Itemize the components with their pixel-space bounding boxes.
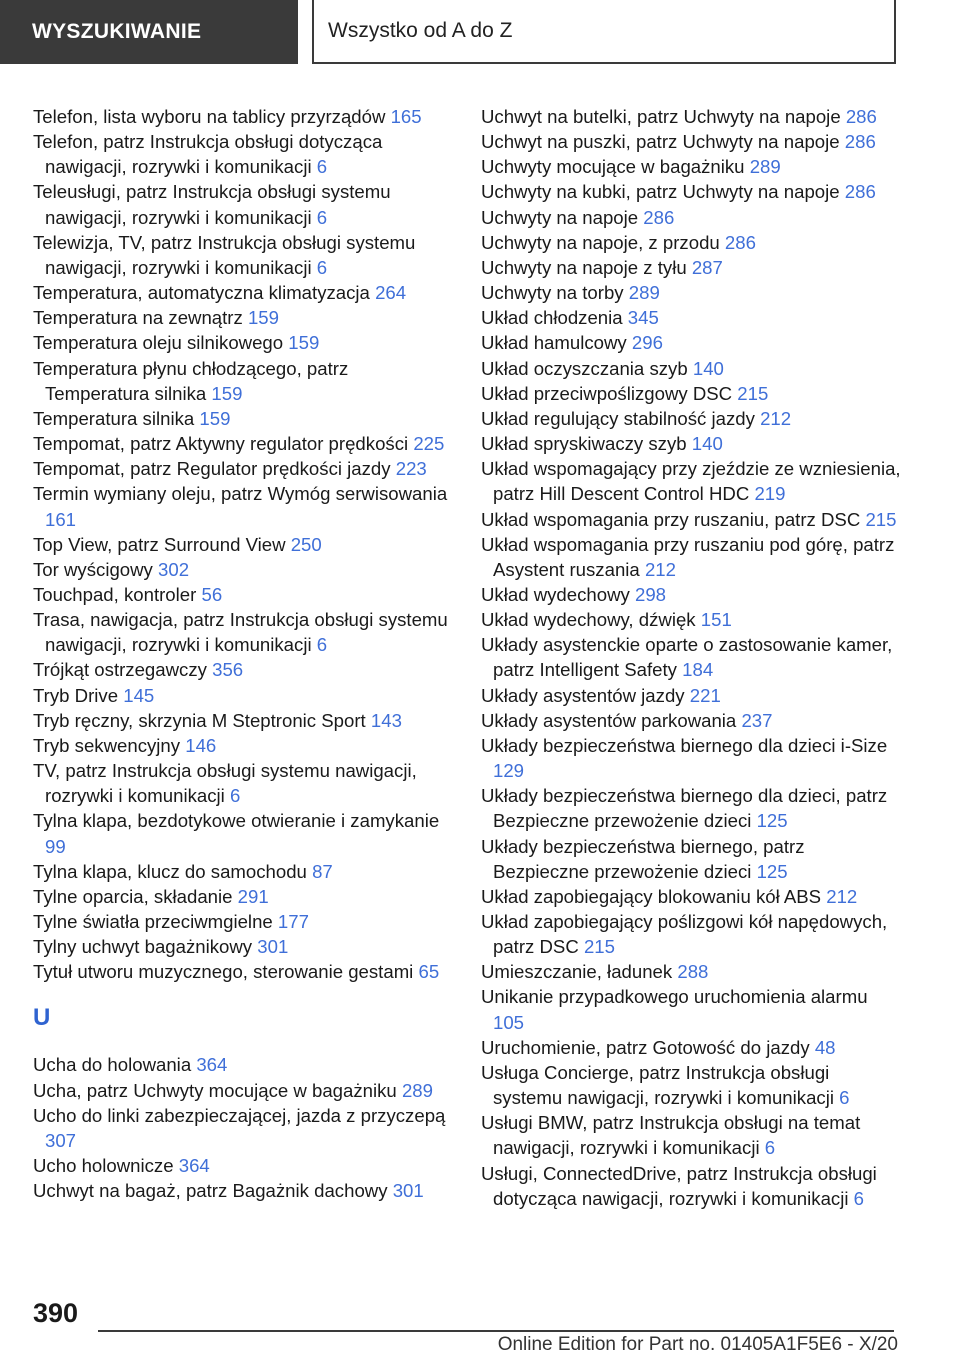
index-entry-page-link[interactable]: 165 [390, 106, 422, 127]
index-entry [33, 1052, 451, 1077]
index-entry-text: Tryb Drive [33, 684, 119, 706]
index-entry-text: Układ wspomagający przy zjeździe ze wzniesienia, patrz Hill Descent Control HDC [481, 458, 901, 505]
index-entry [481, 456, 901, 506]
index-entry-page-link[interactable]: 48 [814, 1036, 836, 1058]
index-entry-text: Ucha do holowania [33, 1054, 192, 1076]
index-column-left [33, 104, 451, 1203]
index-entry [481, 683, 901, 708]
index-entry-text: Uchwyt na bagaż, patrz Bagażnik dachowy [33, 1180, 388, 1202]
index-entry-text: Temperatura płynu chłodzącego, patrz Temperatura silnika [33, 357, 349, 404]
index-entry [33, 1103, 451, 1153]
index-entry-text: Temperatura silnika [33, 407, 195, 429]
index-entry-text: Tylne oparcia, składanie [33, 885, 233, 907]
index-entry-page-link[interactable]: 289 [401, 1079, 433, 1101]
index-entry-page-link[interactable]: 223 [395, 458, 427, 480]
index-entry [33, 808, 451, 858]
index-entry [481, 1110, 901, 1160]
index-entry-text: Tylne światła przeciwmgielne [33, 911, 273, 932]
index-entry-page-link[interactable]: 129 [493, 760, 525, 782]
index-entry [33, 683, 451, 708]
index-entry [481, 984, 901, 1034]
index-entry-page-link[interactable]: 6 [764, 1137, 776, 1159]
index-entry-page-link[interactable]: 356 [212, 659, 244, 681]
index-entry-text: Uchwyty na napoje [481, 206, 639, 228]
index-entry-text: Teleusługi, patrz Instrukcja obsługi systemu nawigacji, rozrywki i komunikacji [33, 181, 391, 228]
index-entry-page-link[interactable]: 184 [682, 659, 714, 681]
footer-divider [98, 1330, 894, 1332]
index-entry [481, 356, 901, 381]
index-entry [33, 708, 451, 733]
index-entry-text: Układy asystentów jazdy [481, 684, 685, 706]
index-entry-page-link[interactable]: 6 [316, 156, 328, 178]
index-entry-page-link[interactable]: 212 [826, 885, 858, 907]
index-entry [481, 607, 901, 632]
index-entry-text: Uchwyt na puszki, patrz Uchwyty na napoje [481, 131, 840, 153]
chapter-title[interactable]: Wszystko od A do Z [312, 0, 896, 64]
index-entry-page-link[interactable]: 56 [201, 583, 223, 605]
index-entry-page-link[interactable]: 307 [45, 1129, 77, 1151]
index-entry-page-link[interactable]: 140 [691, 433, 723, 455]
index-entry-page-link[interactable]: 143 [370, 709, 402, 731]
index-entry-text: Układ wydechowy [481, 583, 630, 605]
index-entry-text: Tytuł utworu muzycznego, sterowanie gestami [33, 961, 414, 983]
index-entry [33, 733, 451, 758]
index-entry [33, 356, 451, 406]
index-entry-text: Układy bezpieczeństwa biernego dla dzieci, patrz Bezpieczne przewożenie dzieci [481, 785, 888, 832]
index-entry [481, 205, 901, 230]
index-entry-page-link[interactable]: 250 [290, 533, 322, 555]
index-entry [33, 607, 451, 657]
index-entry-text: Ucho holownicze [33, 1155, 174, 1177]
index-entry-text: Uchwyt na butelki, patrz Uchwyty na napoje [481, 106, 841, 127]
index-entry-page-link[interactable]: 99 [45, 835, 66, 857]
index-entry-page-link[interactable]: 291 [237, 885, 269, 907]
index-entry [481, 154, 901, 179]
page-number: 390 [33, 1298, 79, 1328]
index-entry-page-link[interactable]: 159 [211, 382, 243, 404]
index-entry-text: Umieszczanie, ładunek [481, 961, 673, 983]
index-entry-page-link[interactable]: 215 [737, 382, 769, 404]
index-entry-page-link[interactable]: 177 [277, 911, 309, 932]
index-entry-text: Układ wspomagania przy ruszaniu pod górę, patrz Asystent ruszania [481, 533, 895, 580]
index-entry-text: Tylny uchwyt bagażnikowy [33, 936, 253, 958]
index-entry-text: Telewizja, TV, patrz Instrukcja obsługi systemu nawigacji, rozrywki i komunikacji [33, 231, 416, 278]
index-entry-text: Telefon, patrz Instrukcja obsługi dotycząca nawigacji, rozrywki i komunikacji [33, 131, 383, 178]
index-entry-page-link[interactable]: 212 [760, 407, 792, 429]
index-entry-text: Układy bezpieczeństwa biernego dla dzieci i-Size [481, 734, 888, 756]
index-entry-text: Unikanie przypadkowego uruchomienia alarmu [481, 986, 868, 1008]
index-entry [33, 280, 451, 305]
index-entry-text: Uchwyty na kubki, patrz Uchwyty na napoje [481, 181, 840, 203]
index-entry [481, 1161, 901, 1211]
index-entry-page-link[interactable]: 159 [199, 407, 231, 429]
index-entry-page-link[interactable]: 286 [844, 131, 876, 153]
index-entry [33, 431, 451, 456]
index-entry-page-link[interactable]: 145 [123, 684, 155, 706]
index-entry-text: Uchwyty na torby [481, 282, 624, 304]
index-entry-page-link[interactable]: 298 [635, 583, 667, 605]
index-entry [481, 305, 901, 330]
index-entry [33, 1178, 451, 1203]
index-entry-page-link[interactable]: 6 [839, 1087, 850, 1109]
index-entry [33, 1078, 451, 1103]
index-entry-text: Ucho do linki zabezpieczającej, jazda z przyczepą [33, 1104, 446, 1126]
index-entry [33, 959, 451, 984]
index-entry-page-link[interactable]: 161 [45, 508, 77, 530]
index-entry-page-link[interactable]: 288 [677, 961, 709, 983]
index-entry [481, 330, 901, 355]
index-entry [481, 783, 901, 833]
index-column-right [481, 104, 901, 1211]
index-entry-text: Temperatura oleju silnikowego [33, 332, 284, 354]
index-entry-page-link[interactable]: 225 [413, 433, 445, 455]
index-entry-text: Uchwyty na napoje z tyłu [481, 256, 687, 278]
index-entry [481, 959, 901, 984]
index-entry-page-link[interactable]: 6 [229, 785, 241, 807]
index-entry [481, 834, 901, 884]
footer-edition: Online Edition for Part no. 01405A1F5E6 - X/20 [497, 1334, 898, 1355]
index-entry [33, 909, 451, 934]
index-entry-text: Usługi BMW, patrz Instrukcja obsługi na temat nawigacji, rozrywki i komunikacji [481, 1112, 861, 1159]
index-entry-text: Tylna klapa, bezdotykowe otwieranie i zamykanie [33, 810, 440, 832]
index-entry [481, 1060, 901, 1110]
index-entry-page-link[interactable]: 301 [257, 936, 289, 958]
index-entry [481, 255, 901, 280]
index-entry-page-link[interactable]: 6 [316, 206, 328, 228]
index-entry-page-link[interactable]: 219 [754, 483, 786, 505]
index-entry-text: Układ przeciwpoślizgowy DSC [481, 382, 733, 404]
index-entry-page-link[interactable]: 65 [418, 961, 440, 983]
index-entry-page-link[interactable]: 146 [185, 734, 217, 756]
index-entry-text: Układ wspomagania przy ruszaniu, patrz DSC [481, 508, 861, 530]
index-entry [33, 305, 451, 330]
index-entry [481, 708, 901, 733]
index-entry [33, 884, 451, 909]
index-group-t [33, 104, 451, 984]
index-entry-page-link[interactable]: 212 [644, 558, 676, 580]
index-entry [33, 1153, 451, 1178]
index-entry-text: Tylna klapa, klucz do samochodu [33, 860, 307, 882]
index-entry [33, 657, 451, 682]
index-entry [33, 456, 451, 481]
index-entry-text: Trasa, nawigacja, patrz Instrukcja obsługi systemu nawigacji, rozrywki i komunikacji [33, 609, 448, 656]
index-entry [481, 909, 901, 959]
index-entry-text: Tempomat, patrz Regulator prędkości jazdy [33, 458, 391, 480]
index-entry [481, 532, 901, 582]
index-entry-text: TV, patrz Instrukcja obsługi systemu nawigacji, rozrywki i komunikacji [33, 760, 417, 807]
index-entry [33, 557, 451, 582]
index-entry-text: Uchwyty mocujące w bagażniku [481, 156, 745, 178]
index-entry-text: Układ zapobiegający poślizgowi kół napędowych, patrz DSC [481, 911, 888, 958]
index-entry-text: Uruchomienie, patrz Gotowość do jazdy [481, 1036, 810, 1058]
index-entry-text: Uchwyty na napoje, z przodu [481, 231, 720, 253]
index-entry [33, 104, 451, 129]
index-entry [481, 230, 901, 255]
index-entry-page-link[interactable]: 140 [692, 357, 724, 379]
index-entry-text: Touchpad, kontroler [33, 583, 197, 605]
index-entry-text: Termin wymiany oleju, patrz Wymóg serwisowania [33, 483, 448, 505]
index-entry [481, 632, 901, 682]
index-entry-text: Telefon, lista wyboru na tablicy przyrządów [33, 106, 386, 127]
index-entry-text: Układ chłodzenia [481, 307, 623, 329]
index-entry-page-link[interactable]: 125 [756, 810, 788, 832]
index-entry-page-link[interactable]: 125 [756, 860, 788, 882]
index-entry-page-link[interactable]: 237 [741, 709, 773, 731]
index-entry-text: Tryb sekwencyjny [33, 734, 181, 756]
index-entry [481, 507, 901, 532]
index-entry-text: Usługi, ConnectedDrive, patrz Instrukcja obsługi dotycząca nawigacji, rozrywki i komunikacji [481, 1162, 877, 1209]
index-group-u [33, 1052, 451, 1203]
index-entry-page-link[interactable]: 159 [288, 332, 320, 354]
index-entry-text: Układ zapobiegający blokowaniu kół ABS [481, 885, 822, 907]
index-entry-page-link[interactable]: 264 [375, 282, 407, 304]
index-entry-page-link[interactable]: 221 [689, 684, 721, 706]
index-entry-page-link[interactable]: 296 [631, 332, 663, 354]
index-entry [481, 280, 901, 305]
index-entry-text: Temperatura na zewnątrz [33, 307, 243, 329]
index-entry [481, 129, 901, 154]
index-entry-text: Układy bezpieczeństwa biernego, patrz Bezpieczne przewożenie dzieci [481, 835, 805, 882]
index-entry-text: Układ oczyszczania szyb [481, 357, 688, 379]
index-entry [33, 934, 451, 959]
index-entry [481, 884, 901, 909]
index-entry-text: Układ regulujący stabilność jazdy [481, 407, 755, 429]
index-group-u-continued [481, 104, 901, 1211]
index-entry-page-link[interactable]: 6 [316, 256, 328, 278]
index-entry-text: Układ hamulcowy [481, 332, 627, 354]
index-entry-page-link[interactable]: 301 [392, 1180, 424, 1202]
index-entry-page-link[interactable]: 151 [700, 609, 732, 631]
index-entry [33, 179, 451, 229]
index-entry-page-link[interactable]: 6 [316, 634, 328, 656]
index-entry-page-link[interactable]: 302 [158, 558, 190, 580]
index-entry [481, 179, 901, 204]
index-entry-page-link[interactable]: 286 [643, 206, 675, 228]
index-entry [33, 859, 451, 884]
index-entry-page-link[interactable]: 159 [247, 307, 279, 329]
index-entry [33, 230, 451, 280]
index-entry-page-link[interactable]: 364 [178, 1155, 210, 1177]
index-entry [481, 104, 901, 129]
index-entry-text: Usługa Concierge, patrz Instrukcja obsługi systemu nawigacji, rozrywki i komunikacji [481, 1061, 834, 1109]
index-entry [33, 330, 451, 355]
index-entry-text: Tor wyścigowy [33, 558, 153, 580]
index-entry-text: Układy asystentów parkowania [481, 709, 737, 731]
index-entry [481, 733, 901, 783]
index-entry-text: Temperatura, automatyczna klimatyzacja [33, 282, 370, 304]
index-entry [33, 758, 451, 808]
index-entry [481, 1035, 901, 1060]
index-entry [481, 406, 901, 431]
index-entry-page-link[interactable]: 105 [493, 1011, 525, 1033]
section-tab[interactable]: WYSZUKIWANIE [0, 0, 298, 64]
section-letter-heading: U [33, 1004, 51, 1032]
index-entry-text: Top View, patrz Surround View [33, 533, 286, 555]
index-entry-text: Układ wydechowy, dźwięk [481, 609, 696, 631]
index-entry-page-link[interactable]: 287 [691, 256, 723, 278]
index-entry-text: Tryb ręczny, skrzynia M Steptronic Sport [33, 709, 366, 731]
index-entry-page-link[interactable]: 87 [312, 860, 333, 882]
index-entry [481, 381, 901, 406]
index-entry-page-link[interactable]: 289 [749, 156, 781, 178]
index-entry-text: Układ spryskiwaczy szyb [481, 433, 687, 455]
index-entry [33, 532, 451, 557]
index-entry-page-link[interactable]: 215 [583, 936, 615, 958]
index-entry-page-link[interactable]: 364 [196, 1054, 228, 1076]
index-entry-page-link[interactable]: 289 [628, 282, 660, 304]
index-entry-page-link[interactable]: 345 [627, 307, 659, 329]
index-entry-page-link[interactable]: 286 [845, 106, 877, 127]
index-entry [481, 582, 901, 607]
index-entry [481, 431, 901, 456]
index-entry-text: Trójkąt ostrzegawczy [33, 659, 207, 681]
index-entry-text: Ucha, patrz Uchwyty mocujące w bagażniku [33, 1079, 397, 1101]
index-entry [33, 406, 451, 431]
index-entry-page-link[interactable]: 286 [724, 231, 756, 253]
index-entry [33, 582, 451, 607]
page-header [0, 0, 960, 68]
index-entry-page-link[interactable]: 215 [865, 508, 897, 530]
index-entry [33, 481, 451, 531]
index-entry-text: Układy asystenckie oparte o zastosowanie kamer, patrz Intelligent Safety [481, 634, 893, 681]
index-entry-text: Tempomat, patrz Aktywny regulator prędkości [33, 433, 409, 455]
index-entry-page-link[interactable]: 6 [853, 1187, 864, 1209]
index-entry-page-link[interactable]: 286 [844, 181, 876, 203]
index-entry [33, 129, 451, 179]
